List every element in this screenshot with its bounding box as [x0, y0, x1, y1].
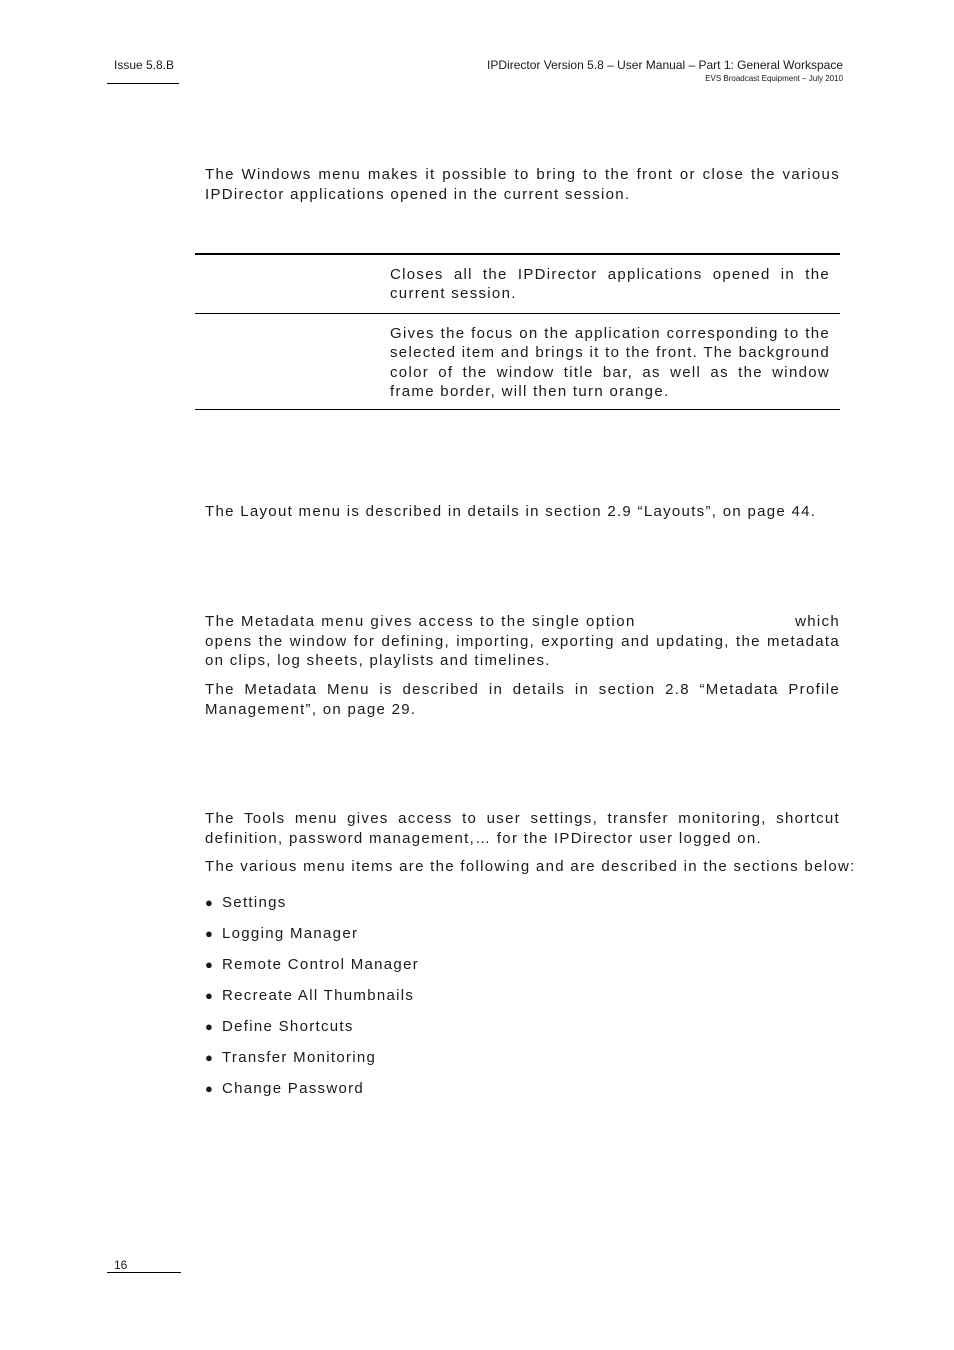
- header-title: IPDirector Version 5.8 – User Manual – Part 1: General Workspace: [487, 58, 843, 72]
- bullet-icon: ●: [205, 1049, 215, 1065]
- bullet-icon: ●: [205, 925, 215, 941]
- list-item-label: Transfer Monitoring: [222, 1048, 377, 1066]
- metadata-para1: [205, 612, 840, 671]
- list-item: [205, 1073, 419, 1104]
- list-item-label: Change Password: [222, 1079, 365, 1097]
- list-item-label: Logging Manager: [222, 924, 359, 942]
- footer-rule: [107, 1272, 181, 1273]
- table-row-divider: [195, 313, 840, 314]
- metadata-para2: The Metadata Menu is described in details in section 2.8 “Metadata Profile Management”, on page 29.: [205, 681, 840, 718]
- list-item: [205, 1042, 419, 1073]
- list-item: [205, 980, 419, 1011]
- list-item: [205, 887, 419, 918]
- header-issue: Issue 5.8.B: [114, 58, 175, 72]
- bullet-icon: ●: [205, 987, 215, 1003]
- header-rule: [107, 83, 179, 84]
- table-top-rule: [195, 253, 840, 255]
- list-item: [205, 1011, 419, 1042]
- tools-intro: The Tools menu gives access to user settings, transfer monitoring, shortcut definition, password management,… for the IPDirector user logged on.: [205, 810, 840, 847]
- windows-table-row-1-description: Closes all the IPDirector applications opened in the current session.: [390, 266, 830, 303]
- tools-list-intro: The various menu items are the following and are described in the sections below:: [205, 858, 856, 875]
- windows-table-row-2-description: Gives the focus on the application corresponding to the selected item and brings it to the front. The background color of the window title bar, as well as the window frame border, will then turn orange.: [390, 325, 830, 400]
- layout-text: The Layout menu is described in details in section 2.9 “Layouts”, on page 44.: [205, 503, 817, 520]
- tools-menu-list: [205, 887, 419, 1104]
- metadata-para1-end: which: [795, 613, 840, 630]
- list-item-label: Recreate All Thumbnails: [222, 986, 415, 1004]
- list-item-label: Remote Control Manager: [222, 955, 420, 973]
- list-item: [205, 949, 419, 980]
- metadata-para1-start: The Metadata menu gives access to the single option: [205, 613, 636, 630]
- list-item: [205, 918, 419, 949]
- bullet-icon: ●: [205, 956, 215, 972]
- list-item-label: Settings: [222, 893, 287, 911]
- header-subtitle: EVS Broadcast Equipment – July 2010: [705, 74, 843, 83]
- bullet-icon: ●: [205, 1018, 215, 1034]
- metadata-para1-rest: opens the window for defining, importing, exporting and updating, the metadata on clips, log sheets, playlists and timelines.: [205, 632, 840, 669]
- list-item-label: Define Shortcuts: [222, 1017, 354, 1035]
- page-number: 16: [114, 1258, 128, 1272]
- windows-intro: The Windows menu makes it possible to bring to the front or close the various IPDirector applications opened in the current session.: [205, 166, 840, 203]
- table-bottom-rule: [195, 409, 840, 410]
- bullet-icon: ●: [205, 894, 215, 910]
- bullet-icon: ●: [205, 1080, 215, 1096]
